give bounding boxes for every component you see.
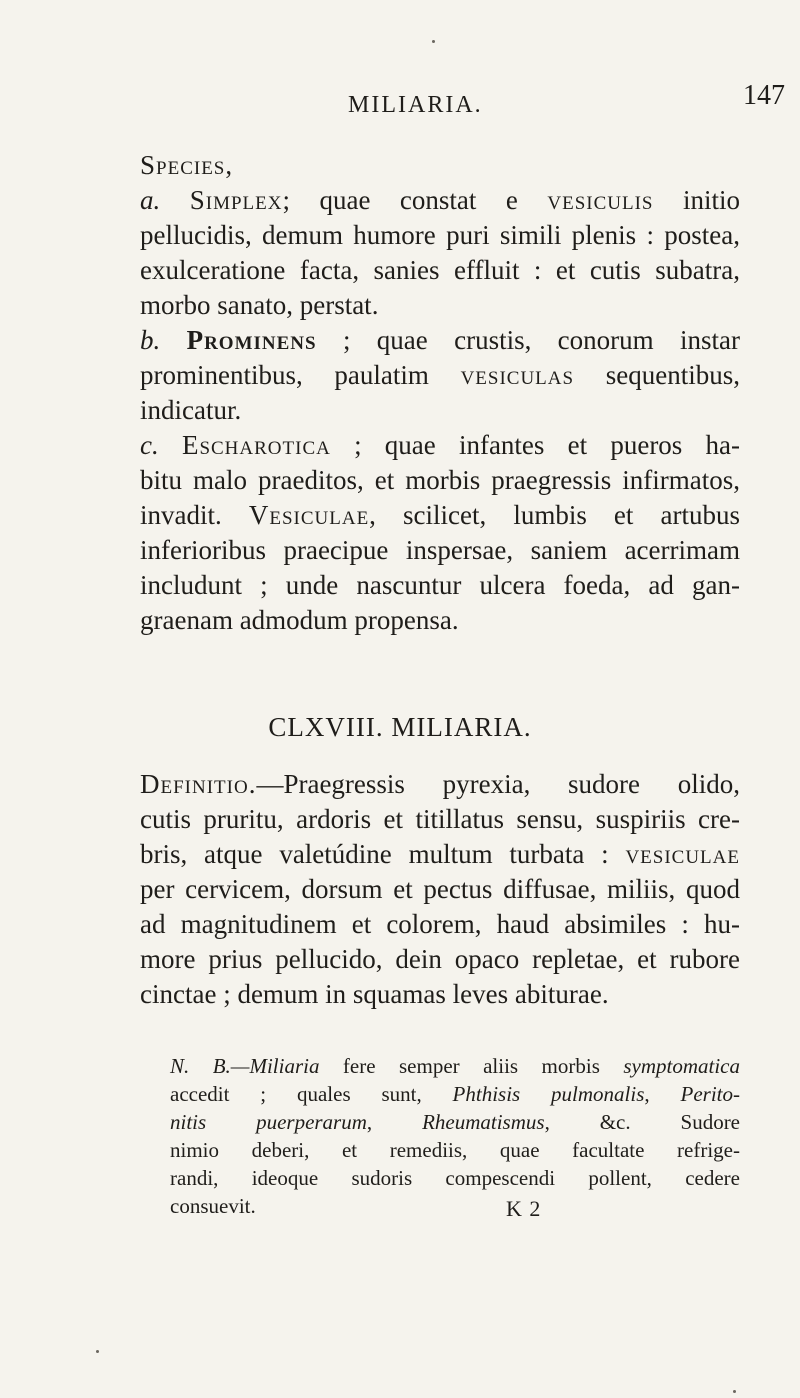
text-line: cutis pruritu, ardoris et titillatus sensu, suspiriis cre- [140, 804, 740, 834]
species-c-line: c. Escharotica ; quae infantes et pueros ha- [140, 430, 740, 460]
note-line: accedit ; quales sunt, Phthisis pulmonalis, Perito- [170, 1082, 740, 1106]
text-line: pellucidis, demum humore puri simili plenis : postea, [140, 220, 740, 250]
definitio-first-line: Definitio.—Praegressis pyrexia, sudore olido, [140, 769, 740, 799]
note-line: nitis puerperarum, Rheumatismus, &c. Sudore [170, 1110, 741, 1134]
page-number: 147 [743, 80, 785, 111]
note-line: nimio deberi, et remediis, quae facultate refrige- [170, 1138, 740, 1162]
paper-speck [733, 1390, 736, 1393]
species-a-line: a. Simplex; quae constat e vesiculis initio [140, 185, 740, 215]
term-vesiculas: vesiculas [460, 360, 575, 390]
paper-speck [432, 40, 435, 43]
text-line: bitu malo praeditos, et morbis praegressis infirmatos, [140, 465, 740, 495]
section-heading: CLXVIII. MILIARIA. [268, 712, 532, 742]
signature-mark: K 2 [506, 1196, 542, 1221]
paper-speck [96, 1350, 99, 1353]
text-line: more prius pellucido, dein opaco repletae, et rubore [140, 944, 740, 974]
term-vesiculae: Vesiculae [248, 500, 370, 530]
term-vesiculis: vesiculis [547, 185, 654, 215]
text-line: exulceratione facta, sanies effluit : et cutis subatra, [140, 255, 740, 285]
species-section [140, 148, 740, 638]
species-b-name: Prominens [186, 325, 317, 355]
running-title: MILIARIA. [348, 92, 483, 118]
text-line: cinctae ; demum in squamas leves abiturae. [140, 979, 609, 1009]
text-line: inferioribus praecipue inspersae, saniem acerrimam [140, 535, 740, 565]
text-line: graenam admodum propensa. [140, 605, 459, 635]
text-line: indicatur. [140, 395, 242, 425]
text-line: ad magnitudinem et colorem, haud absimiles : hu- [140, 909, 740, 939]
text-line: per cervicem, dorsum et pectus diffusae, miliis, quod [140, 874, 740, 904]
text-line: prominentibus, paulatim vesiculas sequentibus, [140, 360, 740, 390]
species-title: Species, [140, 150, 234, 180]
species-b-line: b. Prominens ; quae crustis, conorum instar [140, 325, 740, 355]
note-line: randi, ideoque sudoris compescendi pollent, cedere [170, 1166, 740, 1190]
species-c-name: Escharotica [181, 430, 331, 460]
text-line: invadit. Vesiculae, scilicet, lumbis et artubus [140, 500, 740, 530]
note-label: N. B. [170, 1054, 231, 1078]
text-line: includunt ; unde nascuntur ulcera foeda, ad gan- [140, 570, 740, 600]
term-vesiculae: vesiculae [625, 839, 740, 869]
nota-bene [170, 1052, 740, 1220]
running-head [0, 80, 800, 124]
species-a-name: Simplex [189, 185, 283, 215]
definitio-label: Definitio. [140, 769, 257, 799]
definitio-section [140, 767, 740, 1012]
note-line: N. B.—Miliaria fere semper aliis morbis symptomatica [170, 1054, 740, 1078]
text-line: morbo sanato, perstat. [140, 290, 379, 320]
text-line: bris, atque valetúdine multum turbata : vesiculae [140, 839, 740, 869]
note-line: consuevit. [170, 1194, 256, 1218]
